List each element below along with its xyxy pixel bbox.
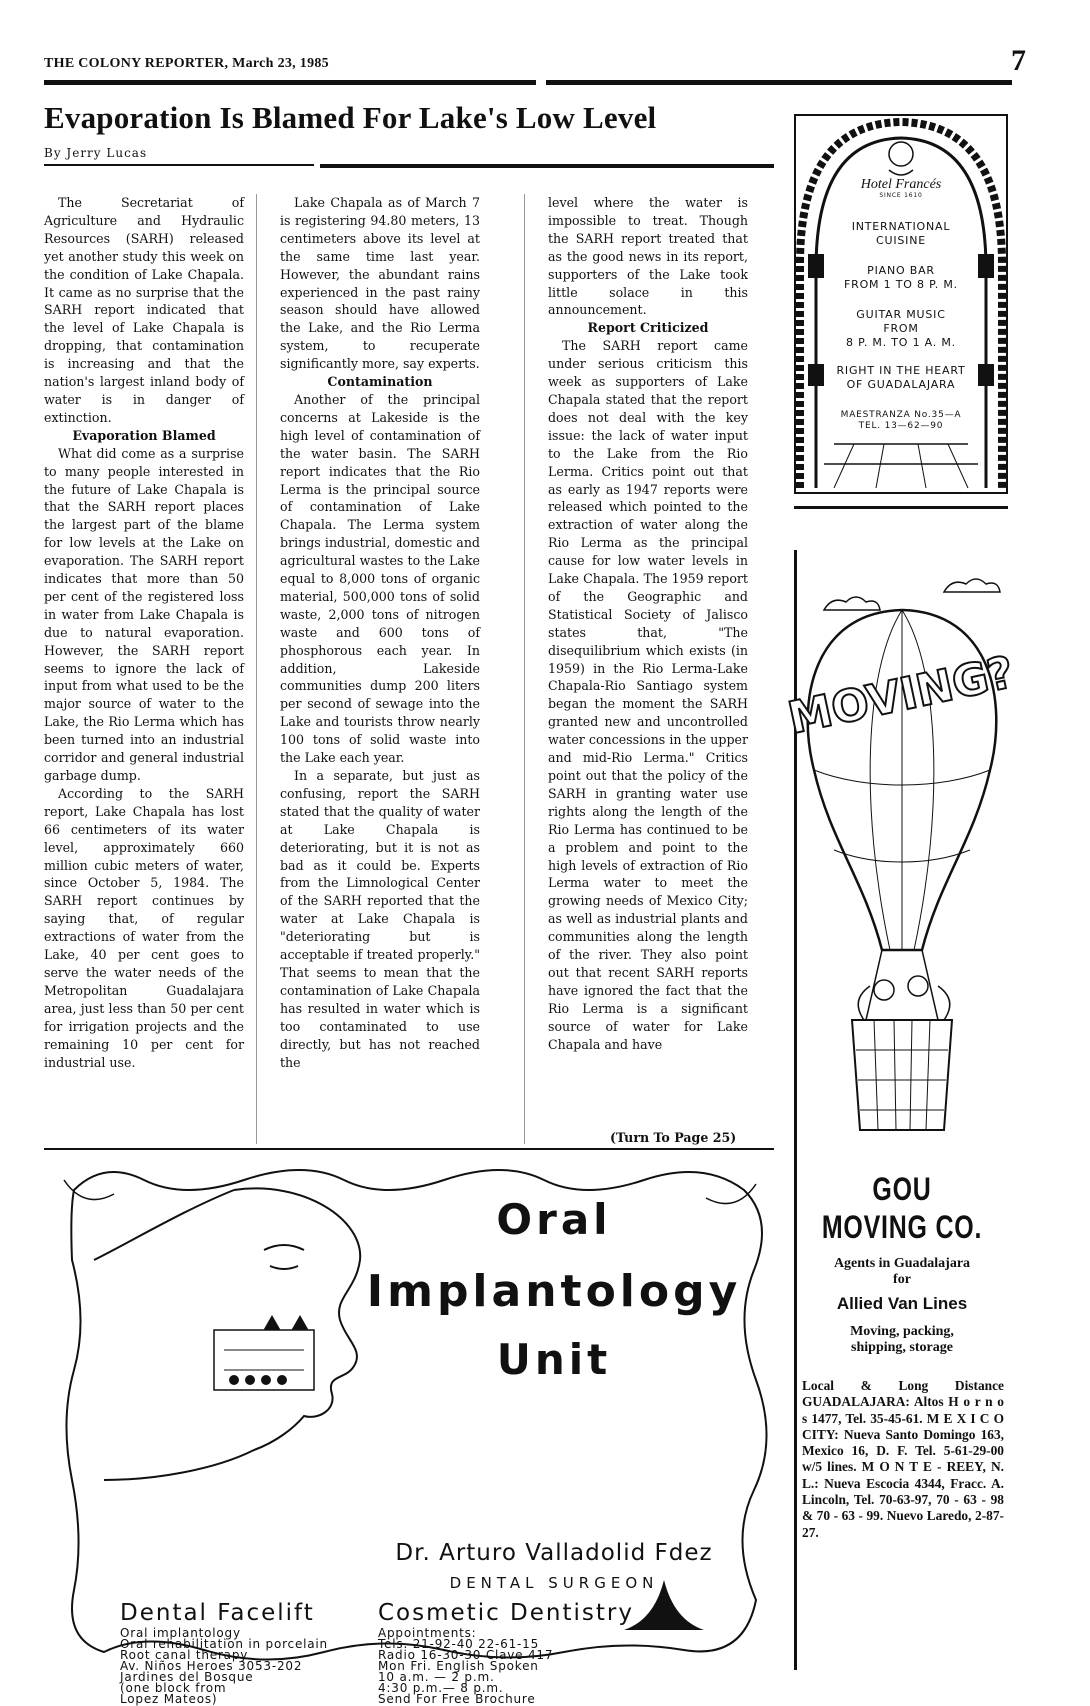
balloon-moving-text: MOVING? — [783, 646, 1019, 745]
article-byline: By Jerry Lucas — [44, 146, 148, 160]
oral-title: Oral — [496, 1195, 612, 1244]
gou-agents: Agents in Guadalajara for — [833, 1256, 971, 1287]
cosmetic-item: Tels. 21-92-40 22-61-15 — [378, 1637, 540, 1651]
masthead-title: THE COLONY REPORTER, March 23, 1985 — [44, 56, 329, 71]
dental-facelift-list — [120, 1628, 328, 1705]
page-number: 7 — [1011, 44, 1026, 77]
gou-addresses: Local & Long Distance GUADALAJARA: Altos H o r n o s 1477, Tel. 35-45-61. M E X I C O CITY: Nueva Santo Domingo 163, Mexico 16, D. F. Tel. 5-61-29-00 w/5 lines. M O N T E - REEY, N. L.: Nueva Escocia 4344, Fracc. A. Lincoln, Tel. 70-63-97, 70 - 63 - 98 & 70 - 63 - 99. Nuevo Laredo, 2-87-27. — [802, 1378, 1004, 1540]
hotel-name: Hotel Francés SINCE 1610 — [832, 178, 970, 200]
masthead-rule-right — [546, 80, 1012, 85]
column-divider — [524, 194, 525, 1144]
oral-implantology-ad — [44, 1160, 776, 1706]
cosmetic-item: 10 a.m. — 2 p.m. — [378, 1670, 495, 1684]
cosmetic-item: 4:30 p.m.— 8 p.m. — [378, 1681, 504, 1695]
hotel-ad-bottom-rule — [794, 506, 1008, 509]
col1-paragraph-2: What did come as a surprise to many people interested in the future of Lake Chapala is that the SARH report places the largest part of the blame for low levels at the Lake on evaporation. The SARH report indicates that more than 50 per cent of the registered loss in water from Lake Chapala is due to natural evaporation. However, the SARH report seems to ignore the lack of input from what used to be the major source of water to the Lake, the Rio Lerma which has been turned into an industrial corridor and general industrial garbage dump. — [44, 445, 244, 783]
facelift-item: Oral implantology — [120, 1626, 241, 1640]
hotel-cuisine: INTERNATIONAL CUISINE — [851, 220, 951, 247]
hotel-since: SINCE 1610 — [879, 192, 923, 199]
facelift-item: Jardines del Bosque — [120, 1670, 254, 1684]
col2-paragraph-3: In a separate, but just as confusing, report the SARH stated that the quality of water at Lake Chapala is deteriorating, but it is not as bad as it could be. Experts from the Limnological Center of the SARH reported that the water at Lake Chapala is "deteriorating but is acceptable if treated properly." That seems to mean that the contamination of Lake Chapala has resulted in water which is too contaminated to use directly, but has not reached the — [280, 768, 480, 1070]
masthead-rule-left — [44, 80, 536, 85]
subhead-report-criticized: Report Criticized — [587, 320, 709, 336]
face-profile-illustration — [64, 1180, 384, 1500]
hotel-arch-illustration — [794, 114, 1008, 494]
implantology-title: Implantology — [366, 1266, 742, 1317]
col1-paragraph-1: The Secretariat of Agriculture and Hydraulic Resources (SARH) released yet another study this week on the condition of Lake Chapala. It came as no surprise that the SARH report indicated that the level of Lake Chapala is dropping, that contamination is increasing and that the nation's largest inland body of water is in danger of extinction. — [44, 195, 244, 425]
headline-rule-left — [44, 164, 314, 166]
cosmetic-item: Send For Free Brochure — [378, 1692, 536, 1706]
col2-paragraph-1: Lake Chapala as of March 7 is registering 94.80 meters, 13 centimeters above its level at the same time last year. However, the abundant rains experienced in the past rainy season should have allowed the Lake, and the Rio Lerma system, to recuperate significantly more, say experts. — [280, 195, 480, 372]
facelift-item: Av. Niños Heroes 3053-202 — [120, 1659, 303, 1673]
hotel-guitar-music: GUITAR MUSIC FROM 8 P. M. TO 1 A. M. — [846, 308, 956, 349]
cosmetic-item: Radio 16-30-30 Clave 417 — [378, 1648, 554, 1662]
col3-paragraph-2: The SARH report came under serious criticism this week as supporters of Lake Chapala stated that the report does not deal with the key issue: the lack of water input to the Lake from the Rio Lerma. Critics point out that as early as 1947 reports were released which pointed to the extraction of water along the Rio Lerma as the principal cause for low water levels in Lake Chapala. The 1959 report of the Geographic and Statistical Society of Jalisco states that, "The disequilibrium which exists (in 1959) in the Rio Lerma-Lake Chapala-Rio Santiago system began the moment the SARH granted new and uncontrolled water concessions in the upper and mid-Rio Lerma." Critics point out that the policy of the SARH in granting water use rights along the length of the Rio Lerma has continued to be a problem and point to the high levels of extraction of Rio Lerma water to meet the growing needs of Mexico City; as well as industrial plants and communities along the length of the river. They also point out that recent SARH reports have ignored the fact that the Rio Lerma is a significant source of water for Lake Chapala and have — [548, 338, 748, 1052]
dental-surgeon: DENTAL SURGEON — [449, 1574, 659, 1592]
article-column-1 — [44, 194, 244, 1071]
hotel-location: RIGHT IN THE HEART OF GUADALAJARA — [836, 364, 966, 391]
allied-van-lines: Allied Van Lines — [836, 1294, 968, 1313]
facelift-item: Oral rehabilitation in porcelain — [120, 1637, 328, 1651]
gou-moving-ad — [783, 550, 1019, 1670]
hotel-address: MAESTRANZA No.35—A TEL. 13—62—90 — [840, 410, 962, 431]
facelift-item: (one block from — [120, 1681, 227, 1695]
article-column-3 — [548, 194, 748, 1054]
article-headline: Evaporation Is Blamed For Lake's Low Level — [44, 100, 657, 135]
column-divider — [256, 194, 257, 1144]
facelift-item: Lopez Mateos) — [120, 1692, 218, 1706]
col3-paragraph-1: level where the water is impossible to treat. Though the SARH report treated that as the good news in its report, supporters of the Lake took little solace in this announcement. — [548, 195, 748, 318]
doctor-name: Dr. Arturo Valladolid Fdez — [395, 1540, 713, 1566]
continued-link[interactable]: (Turn To Page 25) — [610, 1130, 737, 1145]
facelift-item: Root canal therapy — [120, 1648, 249, 1662]
subhead-contamination: Contamination — [327, 374, 433, 390]
col2-paragraph-2: Another of the principal concerns at Lakeside is the high level of contamination of the water basin. The SARH report indicates that the Rio Lerma is the principal source of contamination of Lake Chapala. The Lerma system brings industrial, domestic and agricultural wastes to the Lake equal to 8,000 tons of organic material, 500,000 tons of solid waste, 2,000 tons of nitrogen waste and 600 tons of phosphorous each year. In addition, Lakeside communities dump 200 liters per second of sewage into the Lake and tourists throw nearly 100 tons of solid waste into the Lake each year. — [280, 391, 480, 766]
article-column-2 — [280, 194, 480, 1071]
cosmetic-item: Mon Fri. English Spoken — [378, 1659, 539, 1673]
cosmetic-dentistry-title: Cosmetic Dentistry — [378, 1600, 634, 1626]
hot-air-balloon-illustration — [783, 550, 1019, 1150]
article-bottom-rule — [44, 1148, 774, 1150]
cosmetic-dentistry-list — [378, 1628, 553, 1705]
col1-paragraph-3: According to the SARH report, Lake Chapala has lost 66 centimeters of its water level, approximately 660 million cubic meters of water, since October 5, 1984. The SARH report continues by saying that, of regular extractions of water from the Lake, 40 per cent goes to serve the water needs of the Metropolitan Guadalajara area, just less than 50 per cent for irrigation projects and the remaining 10 per cent for industrial use. — [44, 785, 244, 1070]
gou-services: Moving, packing, shipping, storage — [850, 1324, 954, 1355]
hotel-frances-ad — [794, 114, 1008, 494]
unit-title: Unit — [496, 1335, 612, 1384]
headline-rule-right — [320, 164, 774, 168]
cosmetic-item: Appointments: — [378, 1626, 477, 1640]
gou-title: GOU MOVING CO. — [821, 1171, 983, 1245]
masthead — [44, 44, 1026, 77]
hotel-piano-bar: PIANO BAR FROM 1 TO 8 P. M. — [844, 264, 958, 291]
dental-facelift-title: Dental Facelift — [120, 1600, 315, 1626]
subhead-evaporation: Evaporation Blamed — [72, 427, 216, 443]
